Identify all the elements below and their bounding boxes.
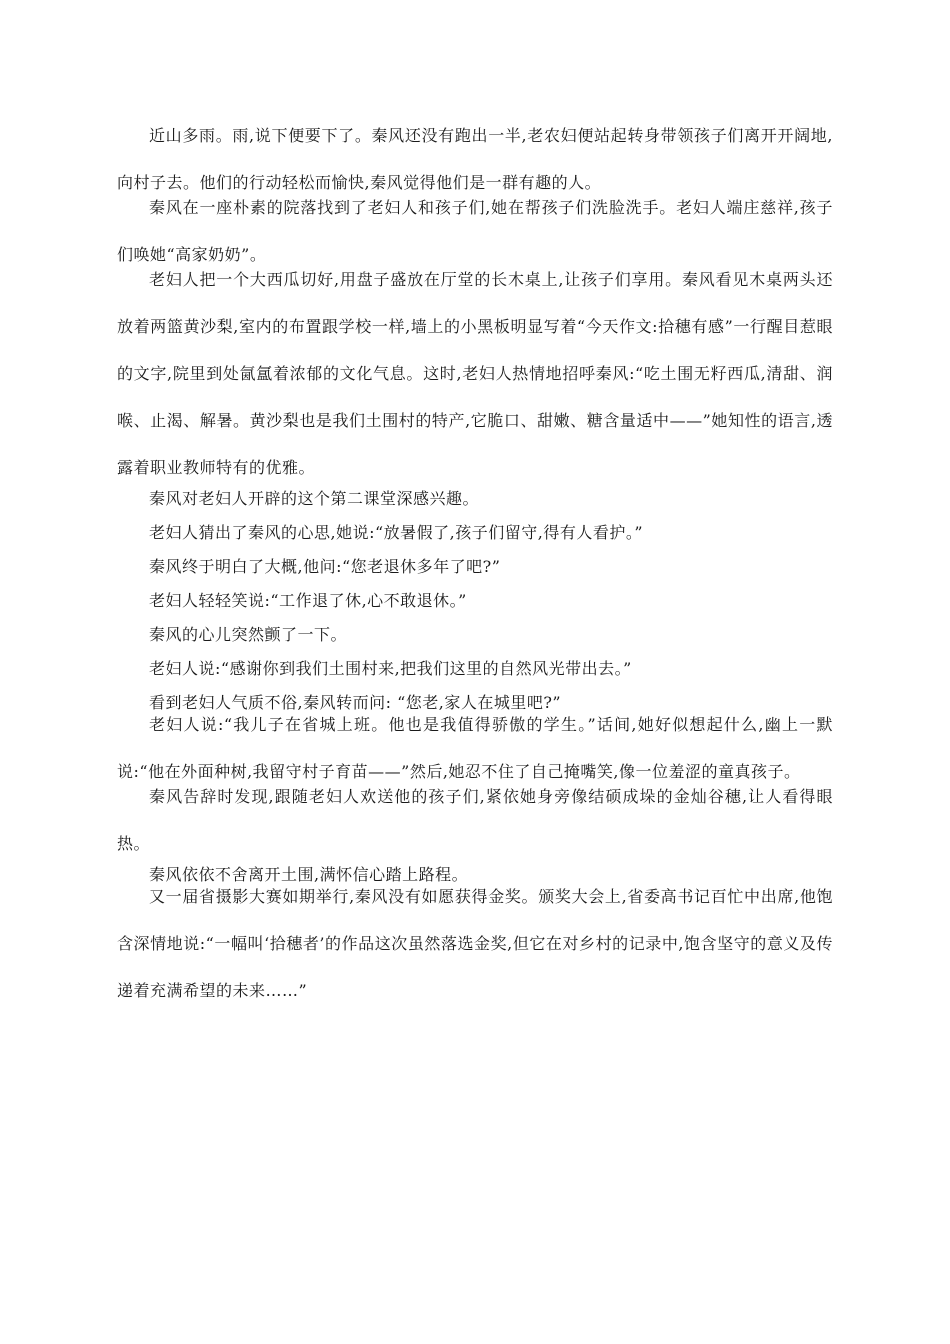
paragraph-5: 老妇人猜出了秦风的心思,她说:“放暑假了,孩子们留守,得有人看护。” [149, 523, 644, 542]
paragraph-3: 老妇人把一个大西瓜切好,用盘子盛放在厅堂的长木桌上,让孩子们享用。秦风看见木桌两头还放着两篮黄沙梨,室内的布置跟学校一样,墙上的小黑板明显写着“今天作文:拾穗有感”一行醒目惹眼的文字,院里到处氤氲着浓郁的文化气息。这时,老妇人热情地招呼秦风:“吃土围无籽西瓜,清甜、润喉、止渴、解暑。黄沙梨也是我们土围村的特产,它脆口、甜嫩、糖含量适中——”她知性的语言,透露着职业教师特有的优雅。 [117, 270, 833, 477]
paragraph-11: 老妇人说:“我儿子在省城上班。他也是我值得骄傲的学生。”话间,她好似想起什么,幽上一默说:“他在外面种树,我留守村子育苗——”然后,她忍不住了自己掩嘴笑,像一位羞涩的童真孩子。 [117, 715, 833, 781]
paragraph-13: 秦风依依不舍离开土围,满怀信心踏上路程。 [149, 865, 469, 884]
paragraph-7: 老妇人轻轻笑说:“工作退了休,心不敢退休。” [149, 591, 467, 610]
paragraph-4: 秦风对老妇人开辟的这个第二课堂深感兴趣。 [149, 489, 480, 508]
paragraph-8: 秦风的心儿突然颤了一下。 [149, 625, 348, 644]
paragraph-10: 看到老妇人气质不俗,秦风转而问: “您老,家人在城里吧?” [149, 693, 562, 712]
paragraph-9: 老妇人说:“感谢你到我们土围村来,把我们这里的自然风光带出去。” [149, 659, 632, 678]
paragraph-14: 又一届省摄影大赛如期举行,秦风没有如愿获得金奖。颁奖大会上,省委高书记百忙中出席,他饱含深情地说:“一幅叫‘拾穗者’的作品这次虽然落选金奖,但它在对乡村的记录中,饱含坚守的意义及传递着充满希望的未来……” [117, 887, 833, 1000]
paragraph-12: 秦风告辞时发现,跟随老妇人欢送他的孩子们,紧依她身旁像结硕成垛的金灿谷穗,让人看得眼热。 [117, 787, 833, 853]
paragraph-1: 近山多雨。雨,说下便要下了。秦风还没有跑出一半,老农妇便站起转身带领孩子们离开开阔地,向村子去。他们的行动轻松而愉快,秦风觉得他们是一群有趣的人。 [117, 126, 833, 192]
article-body [117, 125, 833, 1001]
paragraph-6: 秦风终于明白了大概,他问:“您老退休多年了吧?” [149, 557, 501, 576]
paragraph-2: 秦风在一座朴素的院落找到了老妇人和孩子们,她在帮孩子们洗脸洗手。老妇人端庄慈祥,孩子们唤她“高家奶奶”。 [117, 198, 833, 264]
